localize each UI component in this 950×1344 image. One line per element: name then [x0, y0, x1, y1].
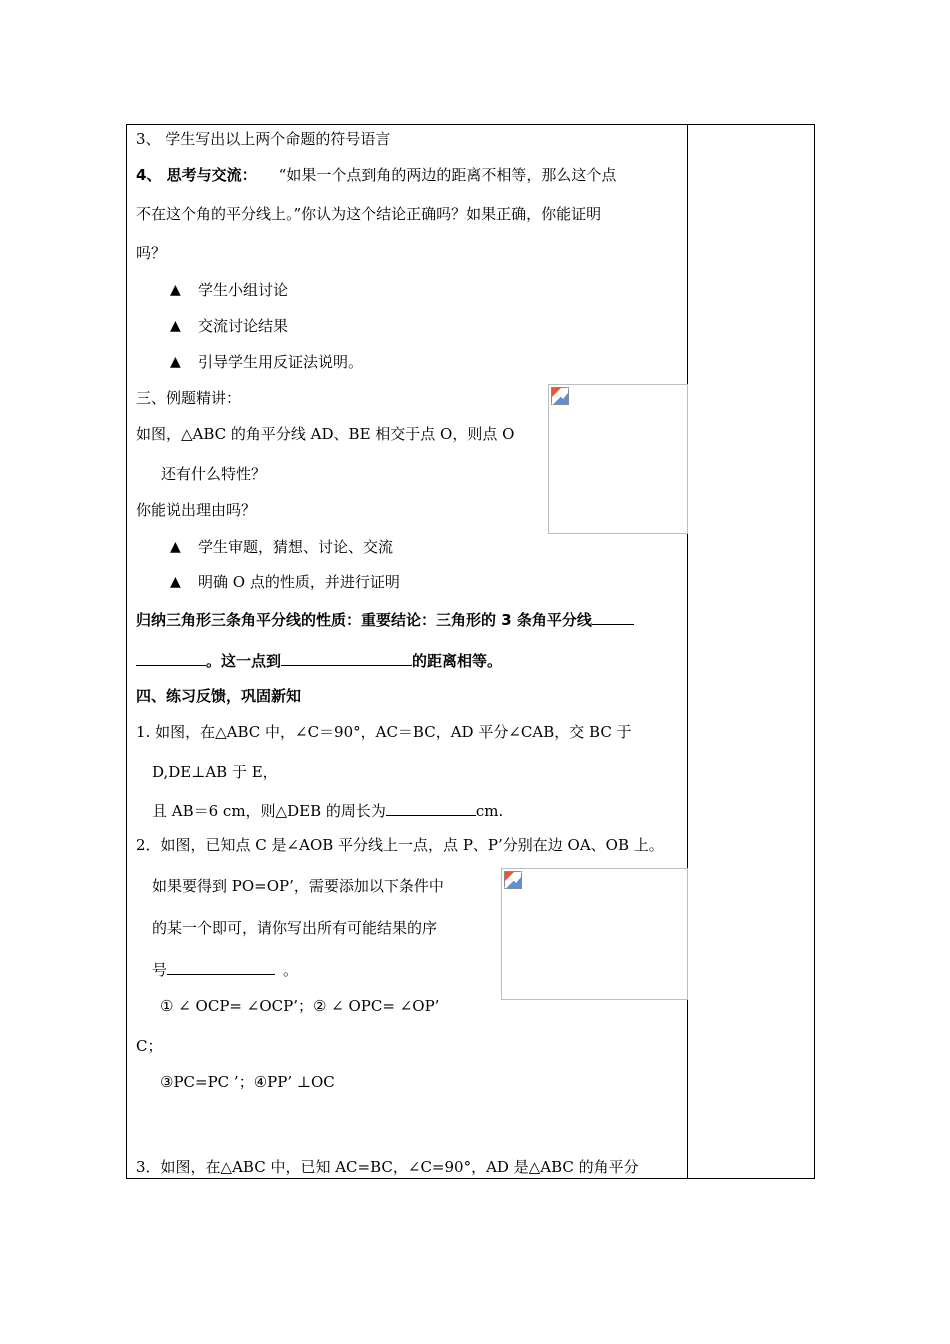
question-1-line-1: 1. 如图，在△ABC 中，∠C＝90°，AC＝BC，AD 平分∠CAB，交 BC 于 — [136, 723, 632, 741]
question-2-prefix: 号 — [152, 961, 168, 979]
example-line-1: 如图，△ABC 的角平分线 AD、BE 相交于点 O，则点 O — [136, 425, 515, 443]
summary-text-1: 归纳三角形三条角平分线的性质：重要结论：三角形的 3 条角平分线 — [136, 611, 592, 629]
bullet-3-text: 引导学生用反证法说明。 — [198, 353, 364, 371]
summary-text-2a: 。这一点到 — [206, 652, 282, 670]
question-1-line-2: D,DE⊥AB 于 E， — [152, 763, 278, 781]
bullet-4-text: 学生审题，猜想、讨论、交流 — [198, 538, 394, 556]
question-2-line-4 — [152, 959, 298, 980]
summary-line-1 — [136, 609, 634, 630]
bullet-1-text: 学生小组讨论 — [198, 281, 289, 299]
answer-blank-1[interactable] — [592, 609, 634, 625]
question-2-options-1: ① ∠ OCP= ∠OCP’；② ∠ OPC= ∠OP’ — [160, 997, 440, 1015]
bullet-2-icon: ▲ — [170, 318, 181, 334]
line-1: 3、 学生写出以上两个命题的符号语言 — [136, 130, 391, 148]
example-line-3: 你能说出理由吗？ — [136, 501, 257, 519]
answer-blank-4[interactable] — [386, 800, 476, 816]
question-2-line-2: 如果要得到 PO=OP’，需要添加以下条件中 — [152, 877, 444, 895]
answer-blank-3[interactable] — [281, 650, 412, 666]
summary-line-2 — [136, 650, 502, 671]
question-1-text: 且 AB＝6 cm，则△DEB 的周长为 — [152, 802, 386, 820]
think-heading: 4、 思考与交流： — [136, 166, 257, 184]
answer-blank-2[interactable] — [136, 650, 206, 666]
line-4: 吗？ — [136, 244, 167, 262]
bullet-1-icon: ▲ — [170, 282, 181, 298]
bullet-2-text: 交流讨论结果 — [198, 317, 289, 335]
broken-image-icon — [504, 871, 522, 889]
question-2-figure — [501, 868, 688, 1000]
section-3-heading: 三、例题精讲： — [136, 389, 242, 407]
line-2 — [136, 165, 616, 185]
section-4-heading: 四、练习反馈，巩固新知 — [136, 687, 302, 705]
example-figure — [548, 384, 688, 534]
question-2-line-1: 2．如图，已知点 C 是∠AOB 平分线上一点，点 P、P’分别在边 OA、OB 上。 — [136, 836, 664, 854]
summary-text-2b: 的距离相等。 — [412, 652, 503, 670]
bullet-3-icon: ▲ — [170, 354, 181, 370]
bullet-5-icon: ▲ — [170, 574, 181, 590]
question-2-options-3: ③PC=PC ’；④PP’ ⊥OC — [160, 1073, 335, 1091]
question-3-line-1: 3．如图，在△ABC 中，已知 AC=BC，∠C=90°，AD 是△ABC 的角平分 — [136, 1158, 639, 1176]
example-line-2: 还有什么特性？ — [161, 465, 267, 483]
broken-image-icon — [551, 387, 569, 405]
table-column-divider — [687, 124, 688, 1179]
answer-blank-5[interactable] — [167, 959, 275, 975]
bullet-4-icon: ▲ — [170, 539, 181, 555]
question-1-unit: cm. — [475, 802, 504, 820]
line-3: 不在这个角的平分线上。”你认为这个结论正确吗？如果正确，你能证明 — [136, 205, 602, 223]
question-2-line-3: 的某一个即可，请你写出所有可能结果的序 — [152, 919, 438, 937]
question-2-options-2: C； — [136, 1037, 163, 1055]
bullet-5-text: 明确 O 点的性质，并进行证明 — [198, 573, 400, 591]
question-2-period: 。 — [283, 961, 299, 979]
line-2-text: “如果一个点到角的两边的距离不相等，那么这个点 — [278, 166, 617, 184]
question-1-line-3 — [152, 800, 503, 821]
